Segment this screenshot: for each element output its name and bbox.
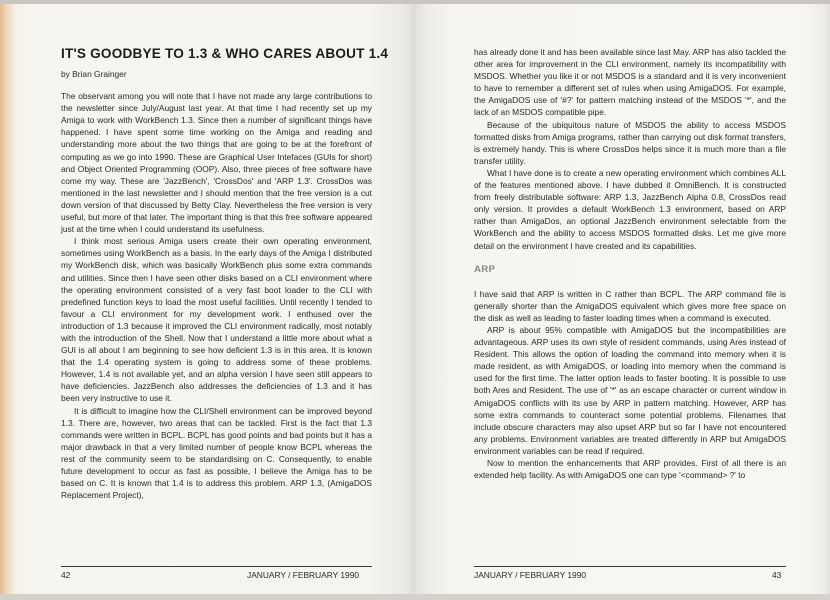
footer-rule bbox=[61, 566, 372, 567]
right-column bbox=[474, 46, 786, 481]
scan-bottom-edge bbox=[0, 594, 830, 600]
paragraph: ARP is about 95% compatible with AmigaDOS but the incompatibilities are advantageous. ARP uses its own style of resident commands, using Ares instead of Resident. This allows the option of loading the command into memory when it is made resident, as with AmigaDOS, or loading into memory when the command is used for the first time. The latter option leads to faster booting. It is possible to use both Ares and Resident. The use of '*' as an escape character or current window in AmigaDOS conflicts with its use by ARP in pattern matching. However, ARP has some extra commands to counteract some potential problems. Filenames that include obscure characters may also upset ARP but so far I have not encountered any problems. Environment variables are treated differently in ARP but AmigaDOS environment variables can be read if required. bbox=[474, 324, 786, 456]
footer-rule bbox=[474, 566, 786, 567]
article-title: IT'S GOODBYE TO 1.3 & WHO CARES ABOUT 1.4 bbox=[61, 46, 389, 61]
paragraph: The observant among you will note that I have not made any large contributions to the newsletter since July/August last year. At that time I had recently set up my Amiga to work with WorkBench 1.3. Since then a number of significant things have happened. I have spent some time working on the Amiga and reading and understanding more about the two things that are going to be at the forefront of computing as we go into 1990. These are Graphical User Intefaces (GUIs for short) and Object Oriented Programming (OOP). Also, three pieces of free software have come my way. These are 'JazzBench', 'CrossDos' and 'ARP 1.3'. CrossDos was mentioned in the last newsletter and I should mention that the free version is a cut down version of that discussed by Betty Clay. Nevertheless the free version is very useful, but more of that later. The important thing is that this free software appeared just at the time when I could understand its usefulness. bbox=[61, 91, 372, 235]
paragraph: It is difficult to imagine how the CLI/Shell environment can be improved beyond 1.3. There are, however, two areas that can be tackled. First is the fact that 1.3 commands were written in BCPL. BCPL has good points and bad points but it has a major drawback in that a very limited number of people know BCPL whereas the rest of the community seem to be standardising on C. Consequently, to enable future development to occur as fast as possible, I believe the Amiga has to be based on C. It is known that 1.4 is to address this problem. ARP 1.3, (AmigaDOS Replacement Project), bbox=[61, 405, 372, 501]
left-page bbox=[0, 4, 415, 594]
page-number: 43 bbox=[772, 570, 782, 580]
footer-date: JANUARY / FEBRUARY 1990 bbox=[247, 570, 360, 580]
footer-date: JANUARY / FEBRUARY 1990 bbox=[474, 570, 587, 580]
page-number: 42 bbox=[61, 570, 71, 580]
left-column bbox=[61, 46, 389, 501]
paragraph: Because of the ubiquitous nature of MSDOS the ability to access MSDOS formatted disks from Amiga programs, rather than carrying out disk format transfers, is extremely handy. This is where CrossDos helps since it is much more than a file transfer utility. bbox=[474, 119, 786, 166]
paragraph: I think most serious Amiga users create their own operating environment, sometimes using WorkBench as a basis. In the early days of the Amiga I distributed my WorkBench disk, which was basically WorkBench plus some extra commands and utilities. Since then I have seen other disks based on a CLI environment where the operating environment consisted of a very fast boot loader to the CLI with predefined function keys to load the most useful facilities. Until recently I tended to favour a CLI environment for my development work. I enthused over the introduction of 1.3 because it improved the CLI environment radically, most notably with the introduction of the Shell. Now that I understand a little more about what a GUI is all about I am beginning to see how deficient 1.3 is in this area. It is known that the 1.4 operating system is going to address some of these problems. However, 1.4 is not available yet, and an alpha version I have seen still appears to have deficiencies. JazzBench also addresses the deficiencies of 1.3 and it has been very instructive to use it. bbox=[61, 236, 372, 404]
paragraph: Now to mention the enhancements that ARP provides. First of all there is an extended help facility. As with AmigaDOS one can type '<command> ?' to bbox=[474, 458, 786, 481]
paragraph: What I have done is to create a new operating environment which combines ALL of the features mentioned above. I have dubbed it OmniBench. It is constructed from freely distributable software: ARP 1.3, JazzBench Alpha 0.8, CrossDos read only version. It provides a default WorkBench 1.3 environment, based on ARP rather than AmigaDos, an optional JazzBench environment selectable from the WorkBench and the ability to access MSDOS formatted disks. Let me give more detail on the environment I have created and its capabilities. bbox=[474, 167, 786, 251]
section-heading: ARP bbox=[474, 263, 496, 275]
paragraph: I have said that ARP is written in C rather than BCPL. The ARP command file is generally shorter than the AmigaDOS equivalent which gives more free space on the disk as well as leading to faster loading times when a command is executed. bbox=[474, 288, 786, 323]
right-page bbox=[415, 4, 830, 594]
paragraph: has already done it and has been available since last May. ARP has also tackled the other area for improvement in the CLI environment, namely its incompatibility with MSDOS. Whether you like it or not MSDOS is a standard and it is very inconvenient to have to remember a different set of rules when using AmigaDOS. For example, the AmigaDOS use of '#?' for pattern matching instead of the MSDOS '*', and the lack of an MSDOS compatible pipe. bbox=[474, 47, 786, 118]
article-byline: by Brian Grainger bbox=[61, 69, 127, 79]
